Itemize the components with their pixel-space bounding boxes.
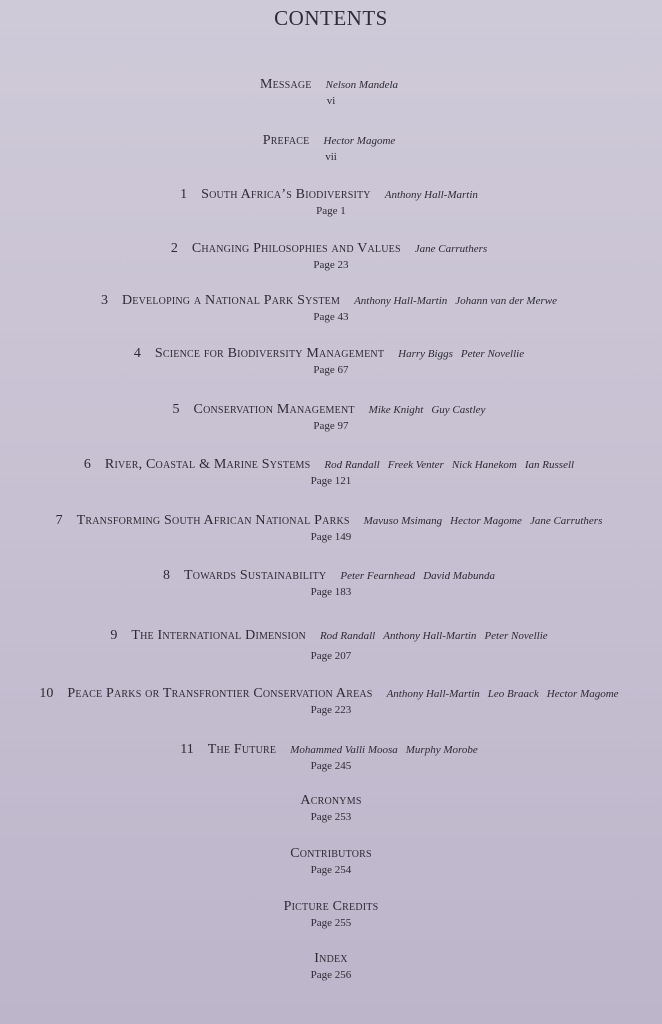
- toc-entry-line: [0, 292, 662, 310]
- chapter-number: 11: [180, 742, 194, 757]
- toc-entry-line: [0, 741, 662, 759]
- toc-entry-acronyms: [0, 792, 662, 824]
- toc-entry-chapter-8: [0, 567, 662, 599]
- toc-entry-page: Page 245: [310, 760, 352, 772]
- toc-entry-title: Contributors: [290, 846, 372, 861]
- toc-entry-page: vi: [326, 95, 336, 107]
- author-name: Peter Fearnhead: [340, 570, 416, 582]
- author-name: Rod Randall: [319, 630, 376, 642]
- toc-entry-title: Picture Credits: [283, 899, 379, 914]
- toc-entry-authors: [411, 243, 491, 255]
- toc-entry-preface: [0, 132, 662, 164]
- chapter-number: 4: [133, 346, 141, 361]
- toc-entry-title: Message: [259, 77, 312, 92]
- toc-entry-authors: [394, 348, 528, 360]
- toc-entry-authors: [316, 630, 552, 642]
- chapter-number: 10: [39, 686, 54, 701]
- toc-entry-page: Page 207: [310, 650, 352, 662]
- toc-entry-page: Page 23: [313, 259, 349, 271]
- toc-entry-line: [0, 845, 662, 863]
- toc-entry-page: vii: [325, 151, 337, 163]
- toc-entry-page: Page 1: [316, 205, 346, 217]
- toc-entry-title: The International Dimension: [131, 628, 306, 643]
- toc-entry-line: [0, 345, 662, 363]
- toc-entry-title: Preface: [262, 133, 310, 148]
- author-name: Mohammed Valli Moosa: [290, 744, 398, 756]
- toc-entry-title: Developing a National Park System: [122, 293, 341, 308]
- toc-entry-authors: [381, 189, 482, 201]
- toc-entry-chapter-10: [0, 685, 662, 717]
- toc-entry-page: Page 43: [313, 311, 349, 323]
- toc-entry-index: [0, 950, 662, 982]
- toc-entry-line: [0, 950, 662, 968]
- toc-entry-title: Changing Philosophies and Values: [191, 241, 401, 256]
- author-name: Peter Novellie: [460, 348, 525, 360]
- toc-entry-chapter-11: [0, 741, 662, 773]
- page-title: CONTENTS: [274, 6, 388, 30]
- toc-entry-title: Index: [314, 951, 348, 966]
- toc-entry-authors: [336, 570, 499, 582]
- chapter-number: 9: [110, 628, 118, 643]
- toc-entry-page: Page 97: [313, 420, 349, 432]
- toc-entry-line: [0, 567, 662, 585]
- toc-entry-line: [0, 512, 662, 530]
- chapter-number: 8: [163, 568, 171, 583]
- author-name: Leo Braack: [487, 688, 539, 700]
- chapter-number: 5: [172, 402, 180, 417]
- toc-entry-chapter-5: [0, 401, 662, 433]
- author-name: Hector Magome: [450, 515, 522, 527]
- author-name: Anthony Hall-Martin: [354, 295, 448, 307]
- author-name: Peter Novellie: [484, 630, 548, 642]
- author-name: Murphy Morobe: [405, 744, 478, 756]
- toc-entry-authors: [365, 404, 490, 416]
- author-name: Hector Magome: [546, 688, 619, 700]
- author-name: Rod Randall: [324, 459, 380, 471]
- chapter-number: 6: [83, 457, 91, 472]
- toc-entry-chapter-7: [0, 512, 662, 544]
- toc-entry-line: [0, 240, 662, 258]
- toc-entry-chapter-6: [0, 456, 662, 488]
- author-name: Anthony Hall-Martin: [383, 630, 477, 642]
- toc-entry-message: [0, 76, 662, 108]
- author-name: Guy Castley: [431, 404, 486, 416]
- chapter-number: 1: [180, 187, 188, 202]
- author-name: David Mabunda: [423, 570, 495, 582]
- toc-entry-title: Science for Biodiversity Management: [154, 346, 385, 361]
- toc-entry-page: Page 183: [310, 586, 352, 598]
- toc-entry-authors: [286, 744, 482, 756]
- toc-entry-line: [0, 627, 662, 645]
- toc-entry-picture-credits: [0, 898, 662, 930]
- toc-entry-title: Peace Parks or Transfrontier Conservation Areas: [67, 686, 373, 701]
- toc-entry-line: [0, 456, 662, 474]
- author-name: Nelson Mandela: [325, 79, 399, 91]
- toc-entry-title: River, Coastal & Marine Systems: [104, 457, 311, 472]
- toc-entry-line: [0, 132, 662, 150]
- toc-entry-authors: [322, 79, 402, 91]
- author-name: Anthony Hall-Martin: [386, 688, 480, 700]
- toc-entry-page: Page 255: [310, 917, 352, 929]
- toc-entry-page: Page 253: [310, 811, 352, 823]
- toc-entry-authors: [350, 295, 561, 307]
- toc-entry-line: [0, 792, 662, 810]
- toc-entry-page: Page 254: [310, 864, 352, 876]
- toc-entry-chapter-2: [0, 240, 662, 272]
- toc-entry-page: Page 256: [310, 969, 352, 981]
- toc-entry-title: Acronyms: [300, 793, 362, 808]
- chapter-number: 3: [101, 293, 108, 308]
- author-name: Freek Venter: [387, 459, 444, 471]
- author-name: Harry Biggs: [398, 348, 453, 360]
- toc-entry-page: Page 67: [313, 364, 349, 376]
- author-name: Anthony Hall-Martin: [384, 189, 478, 201]
- toc-entry-page: Page 149: [310, 531, 352, 543]
- toc-entry-line: [0, 898, 662, 916]
- toc-entry-title: The Future: [207, 742, 277, 757]
- toc-entry-title: Conservation Management: [193, 402, 355, 417]
- toc-entry-authors: [320, 135, 400, 147]
- toc-entry-chapter-1: [0, 186, 662, 218]
- author-name: Mavuso Msimang: [363, 515, 443, 527]
- author-name: Jane Carruthers: [414, 243, 488, 255]
- toc-entry-page: Page 121: [310, 475, 352, 487]
- author-name: Johann van der Merwe: [455, 295, 557, 307]
- toc-entry-page: Page 223: [310, 704, 352, 716]
- toc-entry-chapter-9: [0, 627, 662, 663]
- toc-entry-line: [0, 685, 662, 703]
- author-name: Mike Knight: [368, 404, 424, 416]
- toc-entry-authors: [360, 515, 607, 527]
- author-name: Hector Magome: [323, 135, 396, 147]
- toc-entry-chapter-3: [0, 292, 662, 324]
- chapter-number: 2: [170, 241, 178, 256]
- toc-entry-title: Towards Sustainability: [184, 568, 327, 583]
- toc-entry-authors: [320, 459, 578, 471]
- toc-entry-authors: [383, 688, 623, 700]
- toc-entry-line: [0, 76, 662, 94]
- author-name: Ian Russell: [524, 459, 575, 471]
- toc-entry-contributors: [0, 845, 662, 877]
- toc-entry-chapter-4: [0, 345, 662, 377]
- toc-entry-line: [0, 401, 662, 419]
- author-name: Nick Hanekom: [451, 459, 517, 471]
- toc-entry-title: Transforming South African National Parks: [76, 513, 350, 528]
- toc-entry-title: South Africa’s Biodiversity: [201, 187, 371, 202]
- author-name: Jane Carruthers: [529, 515, 603, 527]
- chapter-number: 7: [55, 513, 63, 528]
- toc-entry-line: [0, 186, 662, 204]
